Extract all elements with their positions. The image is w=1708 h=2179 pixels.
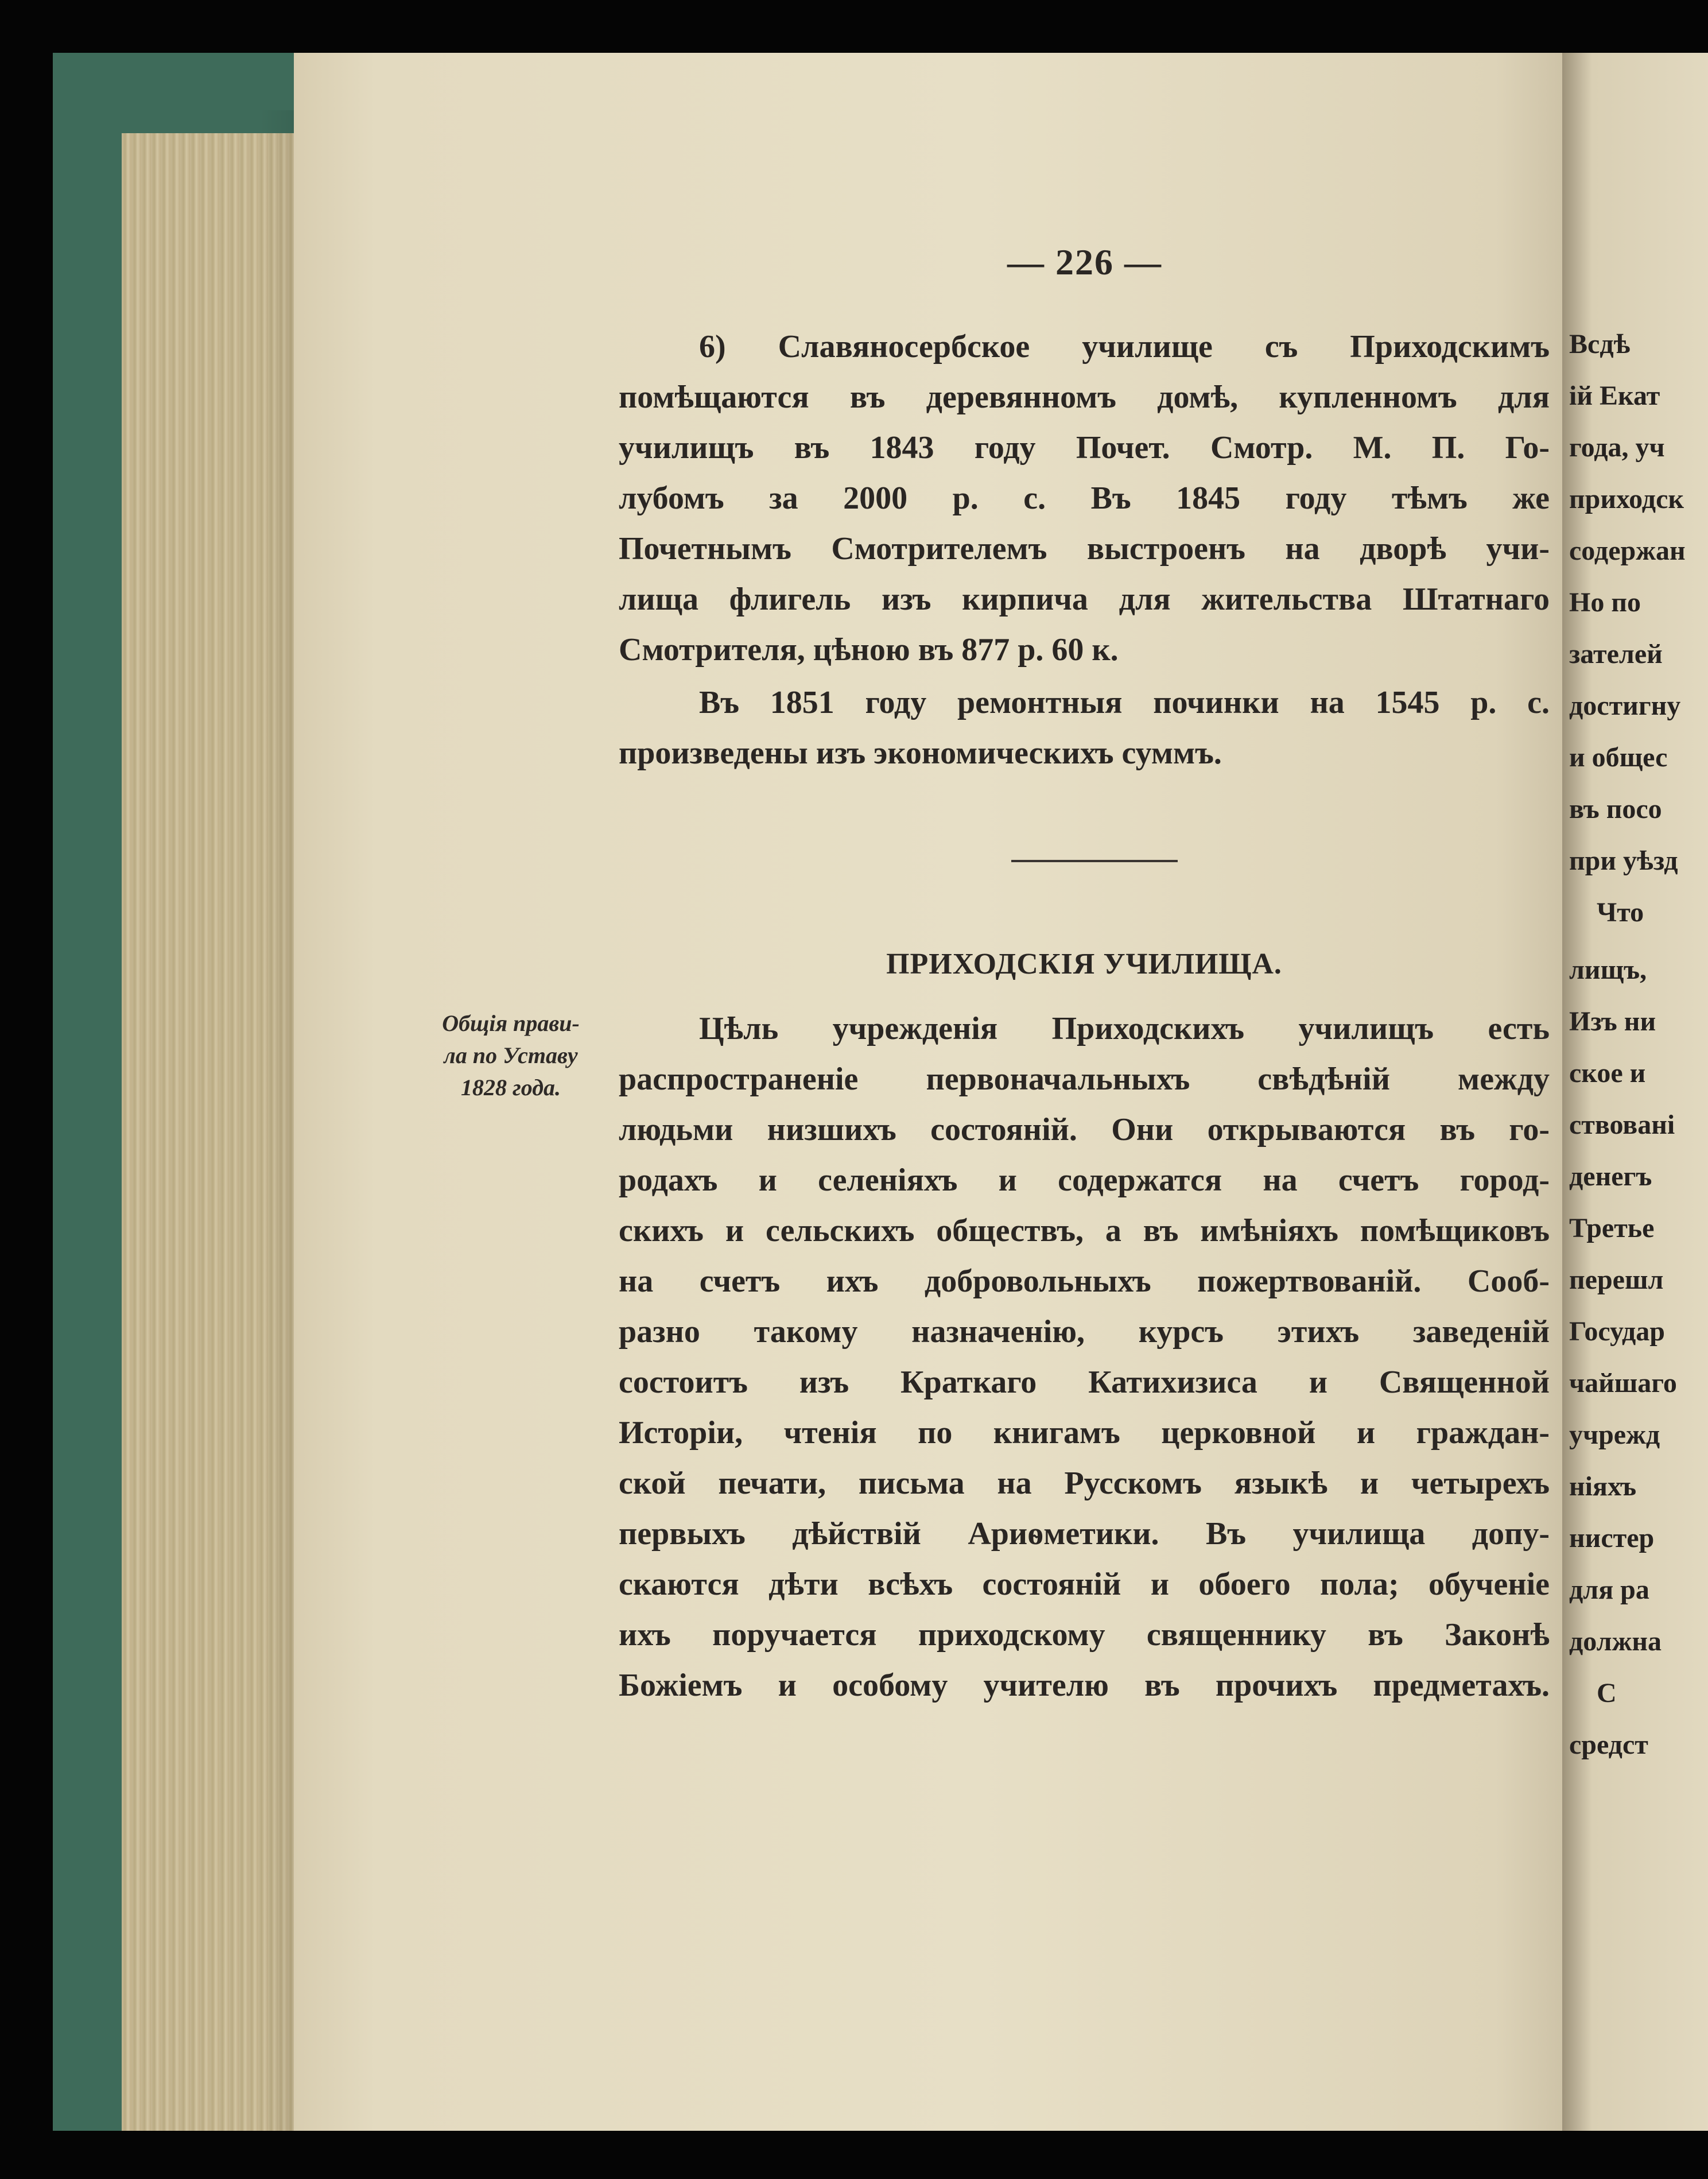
- facing-line: перешл: [1569, 1265, 1664, 1295]
- text-line: Цѣль учрежденія Приходскихъ училищъ есть: [699, 1011, 1550, 1046]
- section-divider: [1011, 860, 1178, 862]
- facing-line: должна: [1569, 1626, 1662, 1657]
- text-line: ихъ поручается приходскому священнику въ Законѣ: [619, 1617, 1550, 1653]
- facing-line: нистер: [1569, 1523, 1655, 1553]
- facing-line: чайшаго: [1569, 1368, 1677, 1398]
- facing-page-fragment: [1562, 53, 1708, 2131]
- facing-line: ніяхъ: [1569, 1471, 1637, 1502]
- text-line: лубомъ за 2000 р. с. Въ 1845 году тѣмъ же: [619, 480, 1550, 516]
- facing-line: Что: [1597, 897, 1644, 928]
- facing-line: Государ: [1569, 1316, 1665, 1347]
- margin-note: [402, 1007, 620, 1104]
- facing-line: Всдѣ: [1569, 329, 1631, 359]
- text-line: произведены изъ экономическихъ суммъ.: [619, 735, 1222, 771]
- text-line: первыхъ дѣйствій Ариѳметики. Въ училища допу-: [619, 1516, 1550, 1552]
- text-line: родахъ и селеніяхъ и содержатся на счетъ город-: [619, 1162, 1550, 1198]
- text-line: людьми низшихъ состояній. Они открываются въ го-: [619, 1112, 1550, 1147]
- facing-line: для ра: [1569, 1575, 1649, 1605]
- facing-line: учрежд: [1569, 1420, 1660, 1450]
- text-line: разно такому назначенію, курсъ этихъ заведеній: [619, 1314, 1550, 1350]
- facing-line: при уѣзд: [1569, 846, 1678, 876]
- facing-line: С: [1597, 1678, 1617, 1708]
- text-line: Почетнымъ Смотрителемъ выстроенъ на дворѣ учи-: [619, 531, 1550, 567]
- facing-line: въ посо: [1569, 794, 1662, 824]
- page-number: — 226 —: [1007, 242, 1162, 282]
- text-line: Исторіи, чтенія по книгамъ церковной и граждан-: [619, 1415, 1550, 1451]
- facing-line: денегъ: [1569, 1161, 1652, 1192]
- text-line: состоитъ изъ Краткаго Катихизиса и Священной: [619, 1364, 1550, 1400]
- text-line: ской печати, письма на Русскомъ языкѣ и четырехъ: [619, 1465, 1550, 1501]
- section-heading: ПРИХОДСКІЯ УЧИЛИЩА.: [886, 948, 1282, 980]
- main-paragraph: [619, 1003, 1550, 1711]
- facing-line: средст: [1569, 1730, 1648, 1760]
- text-line: Смотрителя, цѣною въ 877 р. 60 к.: [619, 632, 1119, 668]
- margin-note-line: 1828 года.: [460, 1075, 561, 1100]
- text-line: распространеніе первоначальныхъ свѣдѣній между: [619, 1061, 1550, 1097]
- text-line: на счетъ ихъ добровольныхъ пожертвованій. Сооб-: [619, 1263, 1550, 1299]
- section-b-paragraph: [619, 321, 1550, 675]
- text-line: скихъ и сельскихъ обществъ, а въ имѣніяхъ помѣщиковъ: [619, 1213, 1550, 1249]
- facing-line: и общес: [1569, 742, 1668, 773]
- text-line: лища флигель изъ кирпича для жительства Штатнаго: [619, 581, 1550, 617]
- facing-line: ій Екат: [1569, 381, 1660, 411]
- text-line: помѣщаются въ деревянномъ домѣ, купленномъ для: [619, 379, 1550, 415]
- facing-line: содержан: [1569, 536, 1686, 566]
- text-line: скаются дѣти всѣхъ состояній и обоего пола; обученіе: [619, 1567, 1550, 1602]
- facing-line: ствовані: [1569, 1110, 1675, 1140]
- facing-line: достигну: [1569, 691, 1681, 721]
- facing-line: лищъ,: [1569, 955, 1647, 985]
- facing-line: Но по: [1569, 587, 1641, 618]
- facing-line: приходск: [1569, 484, 1684, 514]
- text-line: Въ 1851 году ремонтныя починки на 1545 р. с.: [699, 685, 1550, 720]
- facing-line: зателей: [1569, 639, 1663, 669]
- facing-line: Изъ ни: [1569, 1006, 1656, 1037]
- text-line: училищъ въ 1843 году Почет. Смотр. М. П. Го-: [619, 430, 1550, 466]
- margin-note-line: ла по Уставу: [444, 1042, 578, 1068]
- facing-line: Третье: [1569, 1213, 1655, 1243]
- repairs-paragraph: [619, 677, 1550, 778]
- text-line: 6) Славяносербское училище съ Приходскимъ: [699, 329, 1550, 365]
- margin-note-line: Общія прави-: [442, 1010, 580, 1036]
- text-line: Божіемъ и особому учителю въ прочихъ предметахъ.: [619, 1668, 1550, 1703]
- facing-line: года, уч: [1569, 432, 1665, 463]
- facing-line: ское и: [1569, 1058, 1646, 1088]
